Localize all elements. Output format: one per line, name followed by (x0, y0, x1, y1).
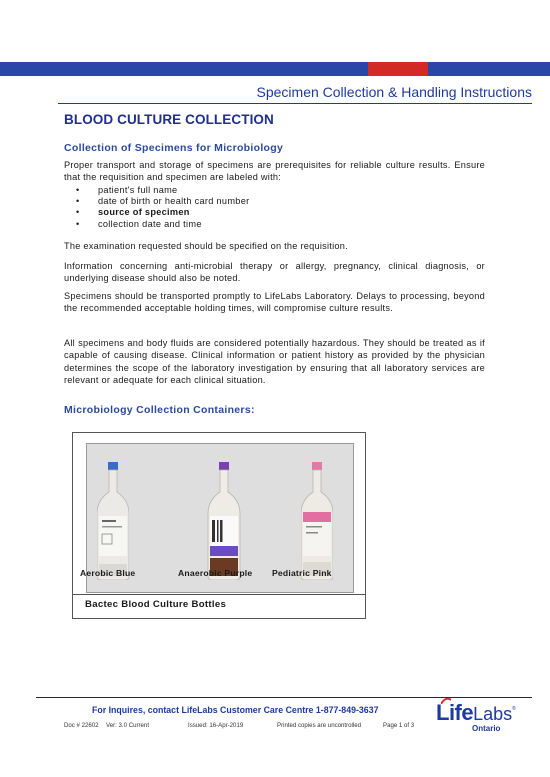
lifelabs-logo (436, 700, 518, 738)
header-bar-blue-right (428, 62, 550, 76)
document-title: BLOOD CULTURE COLLECTION (64, 112, 274, 127)
bullet-icon: • (76, 207, 80, 218)
bottle-label-aerobic: Aerobic Blue (80, 568, 136, 578)
header-color-bar (0, 62, 550, 76)
logo-wordmark: LifeLabs (436, 700, 513, 725)
blood-culture-figure (72, 432, 366, 619)
footer-uncontrolled-notice: Printed copies are uncontrolled (277, 722, 362, 729)
paragraph-requisition: The examination requested should be specified on the requisition. (64, 241, 348, 251)
figure-caption: Bactec Blood Culture Bottles (85, 599, 227, 610)
bottle-label-anaerobic: Anaerobic Purple (178, 568, 253, 578)
section-heading-containers: Microbiology Collection Containers: (64, 404, 255, 416)
header-bar-red (368, 62, 428, 76)
header-divider (58, 103, 532, 104)
paragraph-transport: Specimens should be transported promptly to LifeLabs Laboratory. Delays to processing, beyond the recommended acceptable holding times, will compromise culture results. (64, 291, 485, 314)
section-heading-collection: Collection of Specimens for Microbiology (64, 142, 284, 154)
label-requirements-list (64, 185, 485, 230)
logo-registered-mark: ® (512, 706, 516, 712)
bullet-icon: • (76, 185, 80, 195)
footer-divider (36, 697, 532, 698)
list-item: • source of specimen (64, 207, 485, 218)
list-item: • date of birth or health card number (64, 196, 485, 207)
logo-region: Ontario (472, 724, 501, 733)
bullet-icon: • (76, 218, 80, 229)
pediatric-pink-bottle (301, 462, 333, 580)
list-item: • collection date and time (64, 219, 485, 230)
paragraph-clinical-info: Information concerning anti-microbial therapy or allergy, pregnancy, clinical diagnosis, or underlying disease should also be noted. (64, 261, 485, 284)
footer-page-number: Page 1 of 3 (383, 722, 415, 729)
footer-version: Ver: 3.0 Current (106, 722, 150, 729)
figure-caption-divider (72, 594, 366, 595)
intro-paragraph: Proper transport and storage of specimens are prerequisites for reliable culture results. Ensure that the requisition and specimen are labeled with: (64, 160, 485, 183)
list-item: • patient's full name (64, 185, 485, 196)
header-bar-blue-left (0, 62, 368, 76)
paragraph-hazard: All specimens and body fluids are considered potentially hazardous. They should be treated as if capable of causing disease. Clinical information or patient history as provided by the physician determines the scope of the laboratory investigation by ensuring that all laboratory services are relevant or adequate for each clinical situation. (64, 338, 485, 386)
header-title: Specimen Collection & Handling Instructions (256, 84, 532, 100)
footer-issued: Issued: 16-Apr-2019 (188, 722, 244, 729)
bottle-label-pediatric: Pediatric Pink (272, 568, 332, 578)
footer-contact: For Inquires, contact LifeLabs Customer Care Centre 1-877-849-3637 (92, 705, 379, 715)
anaerobic-purple-bottle (207, 462, 241, 580)
footer-doc-number: Doc # 22602 (64, 722, 99, 729)
aerobic-blue-bottle (97, 462, 129, 580)
bullet-icon: • (76, 196, 80, 207)
